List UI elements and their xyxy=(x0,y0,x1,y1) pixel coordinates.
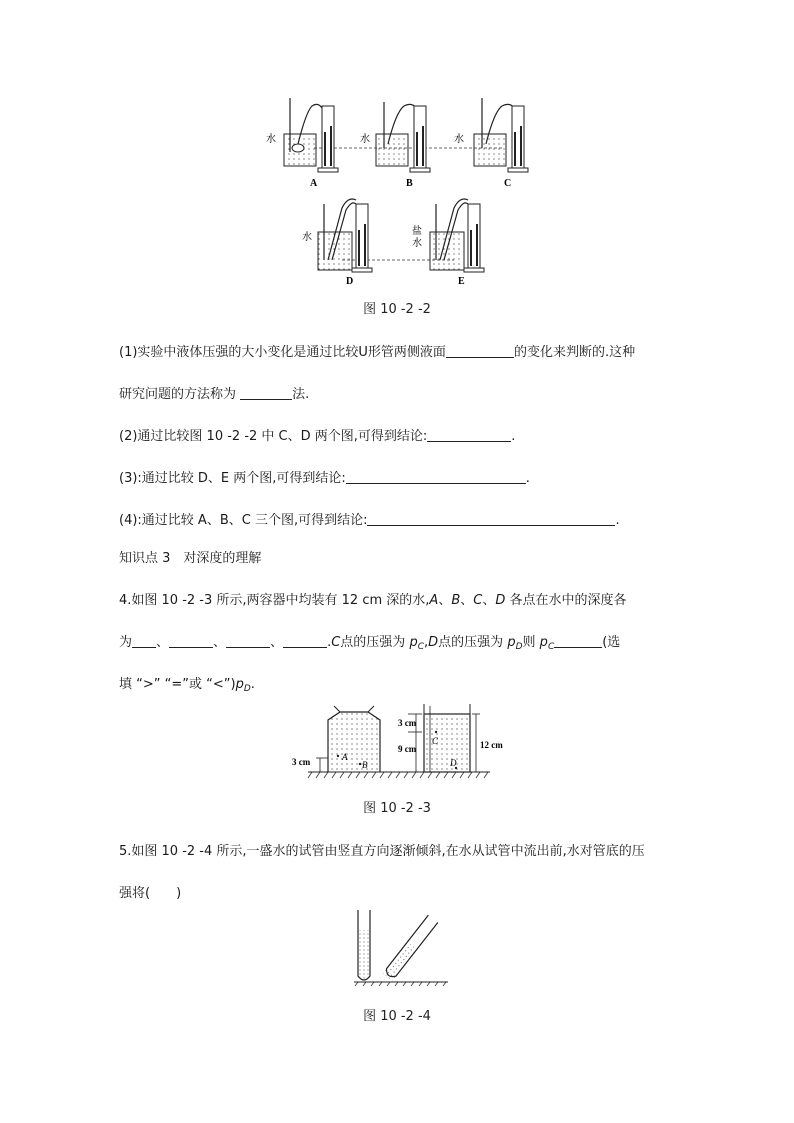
answer-blank[interactable] xyxy=(132,634,156,648)
container-left xyxy=(328,706,380,772)
answer-blank[interactable] xyxy=(240,386,292,400)
section-title: 知识点 3 对深度的理解 xyxy=(119,551,262,566)
salt-label-e-1: 盐 xyxy=(412,226,422,237)
dim-right: 12 cm xyxy=(480,740,503,750)
apparatus-a xyxy=(284,98,338,172)
question-5-line-2: 强将( ) xyxy=(119,886,182,901)
water-label-a: 水 xyxy=(266,134,276,145)
question-depth-line-3: 填 “>” “=”或 “$<”)p_D$. xyxy=(119,677,255,694)
answer-blank[interactable] xyxy=(446,344,514,358)
question-depth-line-1: 4.如图 10 -2 -3 所示,两容器中均装有 12 cm 深的水,A、B、C、D 各点在水中的深度各 xyxy=(119,593,627,608)
label-c: C xyxy=(504,178,512,189)
apparatus-d xyxy=(318,199,372,272)
apparatus-e xyxy=(430,199,484,272)
question-depth-line-2: 为 、 、 、 .C点的压强为 $p_C,D$点的压强为 $p_D$则 $p_C$ (选 xyxy=(119,635,621,652)
question-4: (4):通过比较 A、B、C 三个图,可得到结论: . xyxy=(119,513,620,528)
test-tube-vertical xyxy=(358,910,370,980)
water-label-c: 水 xyxy=(454,134,464,145)
dim-bottom: 3 cm xyxy=(292,757,311,767)
figure-caption-10-2-4: 图 10 -2 -4 xyxy=(363,1009,431,1024)
point-d: D xyxy=(450,758,457,768)
question-5-line-1: 5.如图 10 -2 -4 所示,一盛水的试管由竖直方向逐渐倾斜,在水从试管中流出前,水对管底的压 xyxy=(119,844,645,859)
label-a: A xyxy=(310,178,318,189)
answer-blank[interactable] xyxy=(346,470,526,484)
water-label-d: 水 xyxy=(302,232,312,243)
apparatus-b xyxy=(376,102,430,172)
point-a: A xyxy=(342,752,348,762)
label-b: B xyxy=(406,178,413,189)
dim-top: 3 cm xyxy=(398,718,417,728)
point-b: B xyxy=(362,760,368,770)
answer-blank[interactable] xyxy=(169,634,213,648)
figure-caption-10-2-2: 图 10 -2 -2 xyxy=(363,302,431,317)
figure-10-2-3 xyxy=(290,702,510,784)
figure-10-2-3-drawing xyxy=(290,702,510,784)
question-1-line-2: 研究问题的方法称为 法. xyxy=(119,387,310,402)
answer-blank[interactable] xyxy=(226,634,270,648)
dim-mid: 9 cm xyxy=(398,744,417,754)
figure-10-2-4-drawing xyxy=(350,908,450,986)
figure-10-2-2-drawing xyxy=(262,92,542,292)
answer-blank[interactable] xyxy=(367,512,615,526)
point-c: C xyxy=(432,736,439,746)
label-d: D xyxy=(346,276,354,287)
question-1-line-1: (1)实验中液体压强的大小变化是通过比较U形管两侧液面 的变化来判断的.这种 xyxy=(119,345,636,360)
label-e: E xyxy=(458,276,465,287)
answer-blank[interactable] xyxy=(427,428,511,442)
container-right xyxy=(424,704,470,772)
figure-caption-10-2-3: 图 10 -2 -3 xyxy=(363,801,431,816)
answer-blank[interactable] xyxy=(554,634,602,648)
figure-10-2-2 xyxy=(262,92,542,292)
answer-blank[interactable] xyxy=(283,634,327,648)
test-tube-tilted xyxy=(383,915,438,981)
salt-label-e-2: 水 xyxy=(412,238,422,249)
figure-10-2-4 xyxy=(350,908,450,986)
question-3: (3):通过比较 D、E 两个图,可得到结论: . xyxy=(119,471,530,486)
water-label-b: 水 xyxy=(360,134,370,145)
question-2: (2)通过比较图 10 -2 -2 中 C、D 两个图,可得到结论: . xyxy=(119,429,516,444)
apparatus-c xyxy=(474,98,528,172)
